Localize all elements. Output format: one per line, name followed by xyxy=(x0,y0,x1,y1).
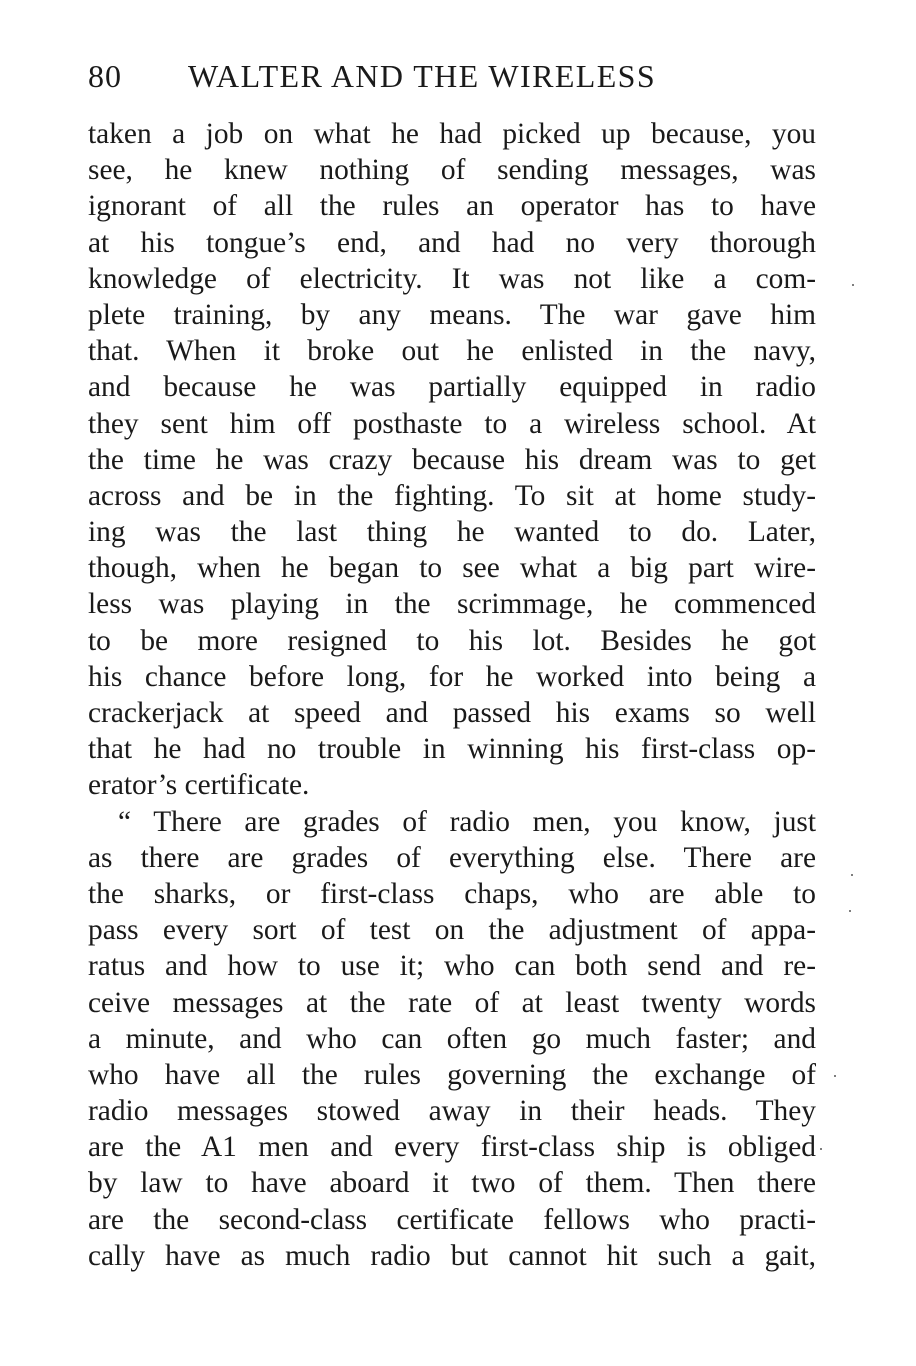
text-line: though, when he began to see what a big part wire- xyxy=(88,552,816,585)
text-line: as there are grades of everything else. There are xyxy=(88,841,816,874)
text-line: knowledge of electricity. It was not like a com- xyxy=(88,262,816,295)
text-line: ignorant of all the rules an operator has to have xyxy=(88,190,816,223)
text-line: pass every sort of test on the adjustment of appa- xyxy=(88,914,816,947)
text-line: taken a job on what he had picked up because, you xyxy=(88,118,816,150)
print-speck xyxy=(851,874,853,876)
text-line: cally have as much radio but cannot hit such a gait, xyxy=(88,1239,816,1272)
print-speck xyxy=(820,1148,822,1150)
text-line: that he had no trouble in winning his first-class op- xyxy=(88,733,816,766)
text-line: radio messages stowed away in their heads. They xyxy=(88,1095,816,1128)
print-speck xyxy=(849,910,851,912)
text-line: and because he was partially equipped in radio xyxy=(88,371,816,404)
text-line: see, he knew nothing of sending messages, was xyxy=(88,154,816,187)
text-line: crackerjack at speed and passed his exams so well xyxy=(88,697,816,729)
text-line: plete training, by any means. The war gave him xyxy=(88,298,816,331)
text-line: a minute, and who can often go much faster; and xyxy=(88,1022,816,1055)
body-text xyxy=(88,116,816,1274)
print-speck xyxy=(852,284,854,286)
text-line: that. When it broke out he enlisted in the navy, xyxy=(88,335,816,368)
text-line: the time he was crazy because his dream was to get xyxy=(88,443,816,476)
text-line: are the A1 men and every first-class ship is obliged xyxy=(88,1131,816,1164)
text-line: by law to have aboard it two of them. Then there xyxy=(88,1167,816,1200)
running-title: WALTER AND THE WIRELESS xyxy=(188,58,657,94)
page-number: 80 xyxy=(88,58,122,94)
text-line: at his tongue’s end, and had no very thorough xyxy=(88,226,816,259)
text-line: across and be in the fighting. To sit at home study- xyxy=(88,479,816,512)
text-line: to be more resigned to his lot. Besides he got xyxy=(88,624,816,657)
text-line: they sent him off posthaste to a wireless school. At xyxy=(88,407,816,440)
text-line: erator’s certificate. xyxy=(88,769,310,802)
text-line: are the second-class certificate fellows who practi- xyxy=(88,1203,816,1236)
text-line: less was playing in the scrimmage, he commenced xyxy=(88,588,816,621)
text-line: ing was the last thing he wanted to do. Later, xyxy=(88,516,816,549)
text-line: the sharks, or first-class chaps, who are able to xyxy=(88,877,816,910)
text-line: his chance before long, for he worked into being a xyxy=(88,660,816,693)
text-line: ceive messages at the rate of at least twenty words xyxy=(88,986,816,1019)
text-line: who have all the rules governing the exchange of xyxy=(88,1058,816,1091)
text-line: “ There are grades of radio men, you know, just xyxy=(118,805,816,838)
running-head xyxy=(88,58,818,102)
text-line: ratus and how to use it; who can both send and re- xyxy=(88,950,816,983)
print-speck xyxy=(834,1075,836,1077)
